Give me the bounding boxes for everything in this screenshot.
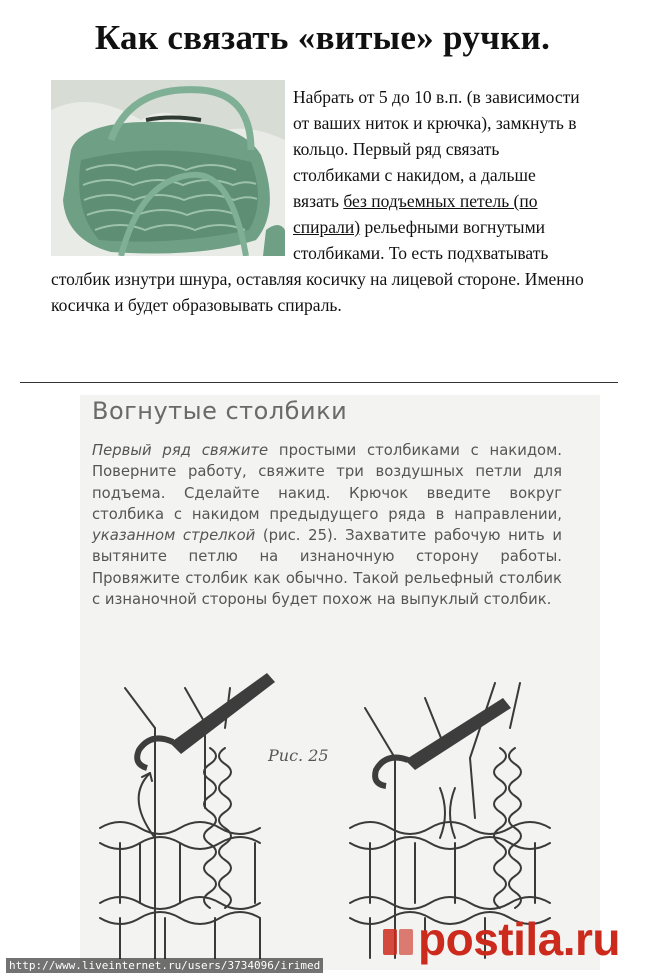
scan-text-1: простыми столбиками с накидом. Поверните работу, свяжите три воздушных петли для подъема. Сделайте накид. Крючок введите вокруг столбика с накидом предыдущего ряда в направлении,	[92, 442, 562, 523]
figure-caption: Рис. 25	[268, 746, 329, 765]
spiral-link[interactable]: без подъемных петель (по спирали)	[293, 191, 538, 237]
intro-text-part2: рельефными вогнутыми столбиками. То есть подхватывать столбик изнутри шнура, оставляя косичку на лицевой стороне. Именно косичка и будет образовывать спираль.	[51, 217, 584, 315]
scan-text-2: (рис. 25). Захватите рабочую нить и вытяните петлю на изнаночную сторону работы. Провяжите столбик как обычно. Такой рельефный столбик с изнаночной стороны будет похож на выпуклый столбик.	[92, 527, 562, 609]
source-url[interactable]: http://www.liveinternet.ru/users/3734096/irimed	[6, 958, 323, 973]
intro-text-part1: Набрать от 5 до 10 в.п. (в зависимости от ваших ниток и крючка), замкнуть в кольцо. Первый ряд связать столбиками с накидом, а дальше вязать	[293, 87, 580, 211]
scan-instructions	[92, 440, 562, 610]
intro-paragraph	[51, 84, 586, 318]
scan-text-italic-2: указанном стрелкой	[92, 527, 256, 545]
scan-text-italic-1: Первый ряд свяжите	[92, 442, 269, 459]
postila-logo-icon	[381, 925, 415, 959]
scan-heading: Вогнутые столбики	[92, 397, 348, 425]
left-illustration	[100, 688, 260, 958]
watermark-text: postila.ru	[418, 913, 621, 965]
crochet-hook-left	[137, 673, 275, 768]
page-title: Как связать «витые» ручки.	[94, 18, 551, 57]
divider	[20, 382, 618, 383]
